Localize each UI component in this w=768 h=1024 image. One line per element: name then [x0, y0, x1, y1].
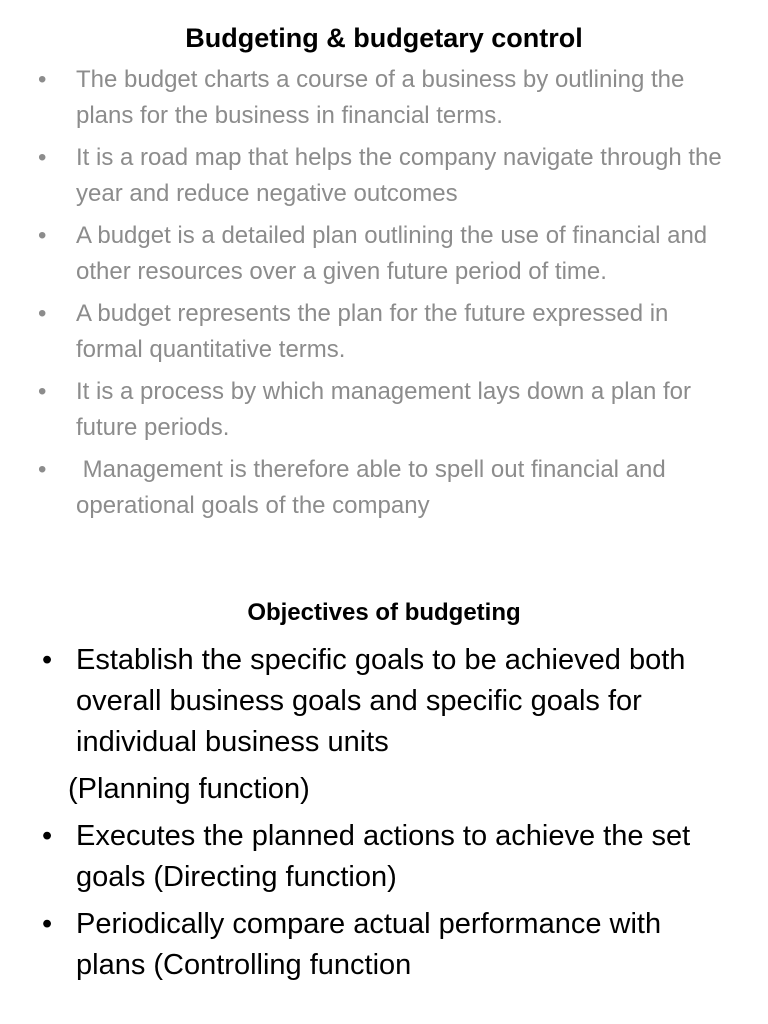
list-item-text: Periodically compare actual performance with plans (Controlling function	[76, 908, 662, 981]
bullet-icon: •	[42, 908, 53, 940]
bullet-icon: •	[38, 222, 47, 249]
list-item-text: A budget represents the plan for the future expressed in formal quantitative terms.	[76, 300, 669, 363]
list-item-text: Establish the specific goals to be achieved both overall business goals and specific goals for individual business units	[76, 644, 686, 758]
list-item	[0, 62, 768, 134]
objectives-heading: Objectives of budgeting	[247, 599, 521, 626]
list-item-text: Executes the planned actions to achieve the set goals (Directing function)	[76, 820, 691, 893]
list-item-text: It is a road map that helps the company navigate through the year and reduce negative outcomes	[76, 144, 722, 207]
bullet-icon: •	[38, 66, 47, 93]
list-item	[0, 218, 768, 290]
list-item-text: It is a process by which management lays down a plan for future periods.	[76, 378, 691, 441]
objectives-bullet-list	[0, 640, 768, 992]
intro-bullet-list	[0, 62, 768, 530]
list-item-text: Management is therefore able to spell out financial and operational goals of the company	[76, 456, 673, 519]
bullet-icon: •	[38, 144, 47, 171]
list-item	[0, 816, 768, 898]
list-item-text: The budget charts a course of a business by outlining the plans for the business in financial terms.	[76, 66, 685, 129]
bullet-icon: •	[38, 300, 47, 327]
list-item	[0, 904, 768, 986]
list-item-text: (Planning function)	[68, 773, 310, 805]
list-item	[0, 374, 768, 446]
bullet-icon: •	[42, 820, 53, 852]
page-title: Budgeting & budgetary control	[185, 23, 583, 53]
bullet-icon: •	[42, 644, 53, 676]
list-item	[0, 296, 768, 368]
list-item	[0, 452, 768, 524]
list-item-continuation	[0, 769, 768, 810]
bullet-icon: •	[38, 456, 47, 483]
list-item-text: A budget is a detailed plan outlining the use of financial and other resources over a given future period of time.	[76, 222, 708, 285]
list-item	[0, 640, 768, 763]
bullet-icon: •	[38, 378, 47, 405]
list-item	[0, 140, 768, 212]
